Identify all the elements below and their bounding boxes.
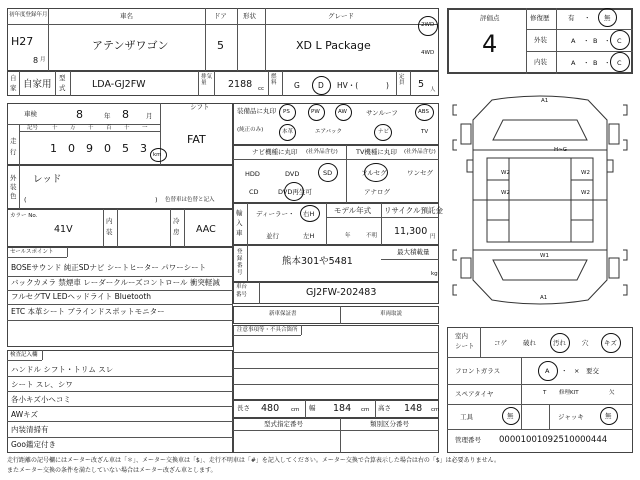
nav-dvd-play: DVD再生可: [278, 188, 312, 196]
warranty-label: 新車保証書: [269, 311, 297, 317]
color-label: 外: [10, 174, 17, 182]
displacement-label: 排気量: [201, 74, 213, 86]
type-no-label: 型式指定番号: [264, 420, 303, 428]
mileage-digit: 3: [140, 142, 147, 155]
plate-value: 熊本301や5481: [282, 256, 353, 267]
import-parallel: 並行: [266, 232, 279, 240]
front-glass-a: A: [545, 367, 550, 375]
fuel-d: D: [318, 81, 324, 90]
equipment-note: (純正のみ): [237, 127, 264, 133]
drive-2wd: 2WD: [421, 22, 435, 28]
import-dealer: ディーラー・: [256, 210, 295, 218]
tools-label: 工具: [460, 413, 473, 421]
import-label: 輸: [236, 209, 243, 217]
mileage-digit: 1: [50, 142, 57, 155]
repair-label: 修復歴: [530, 14, 550, 22]
height-label: 高さ: [378, 404, 391, 412]
tv-fullseg: フルセグ: [361, 169, 387, 177]
tv-title: TV機種に丸印: [356, 148, 397, 156]
spare-tire-label: スペアタイヤ: [455, 390, 494, 398]
fuel-g: G: [294, 81, 300, 90]
spare-tire-missing: 欠: [609, 390, 615, 396]
tools-no: 無: [507, 412, 514, 420]
import-label: 入: [236, 219, 243, 227]
mileage-header: 記号: [27, 125, 39, 131]
interior-color-label: 装: [106, 228, 113, 236]
tv-analog: アナログ: [364, 188, 390, 196]
fuel-hv: HV・(: [337, 81, 359, 90]
length-unit: cm: [291, 407, 300, 413]
import-left-handle: 左H: [303, 232, 315, 240]
max-load-unit: kg: [431, 271, 438, 277]
plate-label: 登: [237, 249, 243, 255]
model-year-unit: 年: [345, 233, 351, 239]
width-label: 幅: [309, 404, 316, 412]
diagram-a1-bottom: A1: [540, 295, 548, 301]
exterior-c: C: [617, 37, 622, 45]
recycle-label: リサイクル預託金: [384, 206, 443, 215]
length-value: 480: [261, 403, 280, 414]
capacity-label: 定員: [399, 74, 405, 86]
colorno-value: 41V: [54, 224, 73, 235]
color-paren-left: (: [24, 196, 27, 204]
manual-label: 車両取説: [380, 311, 403, 317]
class-no-label: 類別区分番号: [370, 420, 409, 428]
nav-title-note: (社外品含む): [306, 149, 338, 155]
use-value: 自家用: [23, 79, 52, 90]
model-value: LDA-GJ2FW: [92, 79, 146, 90]
inspector-line: AWキズ: [11, 410, 38, 419]
inspector-line: ハンドル シフト・トリム スレ: [11, 365, 114, 374]
mileage-header: 百: [106, 125, 112, 131]
mileage-label-1: 走: [10, 137, 17, 145]
shift-label: シフト: [190, 103, 210, 111]
spec-row: [7, 71, 439, 96]
spare-tire-kit: 修理KIT: [559, 390, 579, 396]
repair-sep: ・: [584, 14, 591, 22]
length-label: 長さ: [237, 404, 250, 412]
diagram-w2: W2: [581, 170, 590, 176]
interior-c: C: [617, 59, 622, 67]
nav-dvd: DVD: [285, 170, 300, 178]
tv-oneseg: ワンセグ: [407, 169, 433, 177]
shift-value: FAT: [187, 133, 206, 146]
interior-a: A: [571, 59, 576, 67]
fuel-paren: ): [386, 81, 389, 90]
diagram-hg: H~G: [554, 147, 568, 153]
mileage-digit: 0: [104, 142, 111, 155]
inspection-year-unit: 年: [104, 112, 111, 120]
front-glass-dot: ・: [561, 367, 568, 375]
sheet-stain: 汚れ: [553, 339, 566, 347]
equip-abs: ABS: [418, 109, 429, 115]
mileage-digit: 5: [122, 142, 129, 155]
displacement-unit: cc: [258, 86, 265, 92]
nav-title: ナビ機種に丸印: [252, 148, 298, 156]
model-year-label: モデル年式: [334, 206, 372, 215]
inspector-label: 検査記入欄: [10, 352, 38, 358]
interior-color-label: 内: [106, 217, 113, 225]
selling-point-line: バックカメラ 禁煙車 レーダークルーズコントロール 衝突軽減: [11, 278, 220, 287]
selling-point-line: フルセグTV LEDヘッドライト Bluetooth: [11, 292, 152, 301]
door-value: 5: [217, 39, 224, 52]
front-glass-replace: 要交: [586, 367, 599, 375]
mileage-unit: km: [153, 152, 162, 158]
color-label: 色: [10, 192, 17, 200]
plate-label: 番: [237, 263, 243, 269]
displacement-value: 2188: [228, 79, 253, 90]
footer-line-2: またメーター交換の条件を満たしていない場合はメーター改ざん車とします。: [7, 467, 217, 474]
score-value: 4: [482, 30, 498, 58]
selling-points-label: セールスポイント: [10, 249, 54, 255]
model-label-1: 型: [59, 74, 66, 82]
door-label: ドア: [214, 12, 227, 20]
inspector-line: Goo鑑定付き: [11, 440, 56, 449]
mileage-header: 一: [142, 125, 148, 131]
inspector-line: 内装清掃有: [11, 425, 49, 434]
recycle-value: 11,300: [394, 226, 428, 237]
sheet-label: 室内: [455, 332, 468, 340]
equip-pw: PW: [311, 109, 320, 115]
inspection-month: 8: [122, 108, 129, 121]
mileage-header: 十: [124, 125, 130, 131]
repair-yes: 有: [568, 14, 575, 22]
score-label: 評価点: [480, 14, 500, 22]
mileage-label-2: 行: [10, 148, 17, 156]
sheet-burn: コゲ: [494, 339, 507, 347]
interior-b: B: [593, 59, 598, 67]
reg-month: 8: [33, 56, 39, 65]
chassis-label: 車台: [236, 284, 248, 290]
selling-point-line: ETC 本革シート ブラインドスポットモニター: [11, 307, 165, 316]
exterior-label: 外装: [534, 36, 547, 44]
reg-era-year: H27: [11, 35, 34, 48]
nav-cd: CD: [249, 188, 259, 196]
chassis-value: GJ2FW-202483: [306, 287, 377, 298]
inspection-label: 車検: [24, 110, 37, 118]
diagram-w1: W1: [540, 253, 549, 259]
model-year-unknown: 不明: [366, 233, 378, 239]
diagram-a1-top: A1: [541, 98, 549, 104]
reg-month-unit: 月: [40, 57, 46, 63]
notes-section: [233, 325, 439, 400]
exterior-dot-2: ・: [604, 37, 611, 45]
drive-4wd: 4WD: [421, 50, 435, 56]
interior-dot-2: ・: [604, 59, 611, 67]
diagram-w2: W2: [501, 170, 510, 176]
shape-label: 形状: [243, 12, 256, 20]
reg-label: 初年度登録年月: [9, 12, 48, 18]
ac-label: 冷: [173, 217, 180, 225]
car-name-value: アテンザワゴン: [92, 39, 169, 52]
equip-sunroof: サンルーフ: [366, 109, 398, 117]
notes-label: 注意事項等・不具合箇所: [237, 327, 298, 333]
selling-point-line: BOSEサウンド 純正SDナビ シートヒーター パワーシート: [11, 263, 207, 272]
jack-label: ジャッキ: [558, 413, 584, 421]
capacity-unit: 人: [430, 87, 436, 93]
import-label: 車: [236, 229, 243, 237]
equip-navi: ナビ: [378, 129, 390, 135]
sheet-tear: 破れ: [523, 339, 536, 347]
nav-hdd: HDD: [245, 170, 260, 178]
mileage-header: 万: [70, 125, 76, 131]
equip-aw: AW: [338, 109, 347, 115]
interior-label: 内装: [534, 58, 547, 66]
width-unit: cm: [361, 407, 370, 413]
inspection-month-unit: 月: [146, 112, 153, 120]
color-paren-right: ): [155, 196, 158, 204]
grade-label: グレード: [328, 12, 354, 20]
inspection-year: 8: [76, 108, 83, 121]
chassis-label: 番号: [236, 292, 248, 298]
ac-label: 房: [173, 228, 180, 236]
spare-tire-t: T: [543, 390, 547, 396]
tv-title-note: (社外品含む): [404, 149, 436, 155]
vehicle-diagram: [447, 80, 633, 320]
color-note: 色替車は色替と記入: [165, 197, 215, 203]
exterior-b: B: [593, 37, 598, 45]
import-right-handle: 右H: [303, 210, 315, 218]
capacity-value: 5: [418, 79, 425, 90]
color-label: 装: [10, 183, 17, 191]
repair-no: 無: [604, 14, 611, 22]
footer-line-1: 走行距離の記号欄にはメーター改ざん車は「＊」、メーター交換車は「$」、走行不明車は「#」を記入してください。メーター交換で合算表示した場合は右の「$」は必要ありません。: [7, 457, 501, 464]
equip-tv: TV: [421, 129, 429, 135]
jack-no: 無: [605, 412, 612, 420]
sheet-label: シート: [455, 342, 475, 350]
plate-label: 録: [237, 256, 243, 262]
equipment-title: 装備品に丸印: [237, 107, 276, 115]
car-name-label: 車名: [120, 12, 133, 20]
sheet-scratch: キズ: [604, 339, 617, 347]
height-unit: cm: [431, 407, 440, 413]
colorno-label: カラー No.: [10, 213, 38, 219]
diagram-w2: W2: [501, 190, 510, 196]
mileage-digit: 9: [86, 142, 93, 155]
fuel-label: 燃料: [271, 74, 277, 86]
max-load-label: 最大積載量: [397, 248, 430, 256]
height-value: 148: [404, 403, 423, 414]
equip-leather: 本革: [282, 129, 294, 135]
nav-sd: SD: [323, 169, 333, 177]
front-glass-label: フロントガラス: [455, 367, 501, 375]
equip-ps: PS: [283, 109, 290, 115]
control-no-label: 管理番号: [455, 436, 481, 444]
width-value: 184: [333, 403, 352, 414]
equip-airbag: エアバック: [315, 129, 343, 135]
inspector-line: 各小キズ小ヘコミ: [11, 395, 71, 404]
mileage-digit: 0: [68, 142, 75, 155]
ac-value: AAC: [196, 224, 216, 235]
control-no-value: 00001001092510000444: [499, 435, 608, 445]
mileage-header: 千: [88, 125, 94, 131]
front-glass-x: ×: [574, 367, 580, 375]
interior-dot-1: ・: [583, 59, 590, 67]
use-label-1: 自: [10, 74, 17, 82]
color-value: レッド: [33, 174, 62, 185]
exterior-a: A: [571, 37, 576, 45]
recycle-unit: 円: [430, 234, 436, 240]
sheet-hole: 穴: [582, 339, 589, 347]
diagram-w2: W2: [581, 190, 590, 196]
use-label-2: 家: [10, 84, 17, 92]
plate-label: 号: [237, 270, 243, 276]
mileage-header: 十: [52, 125, 58, 131]
model-label-2: 式: [59, 84, 66, 92]
exterior-dot-1: ・: [583, 37, 590, 45]
grade-value: XD L Package: [296, 39, 371, 52]
inspector-line: シート スレ、シワ: [11, 380, 73, 389]
warranty-section: [233, 306, 439, 324]
